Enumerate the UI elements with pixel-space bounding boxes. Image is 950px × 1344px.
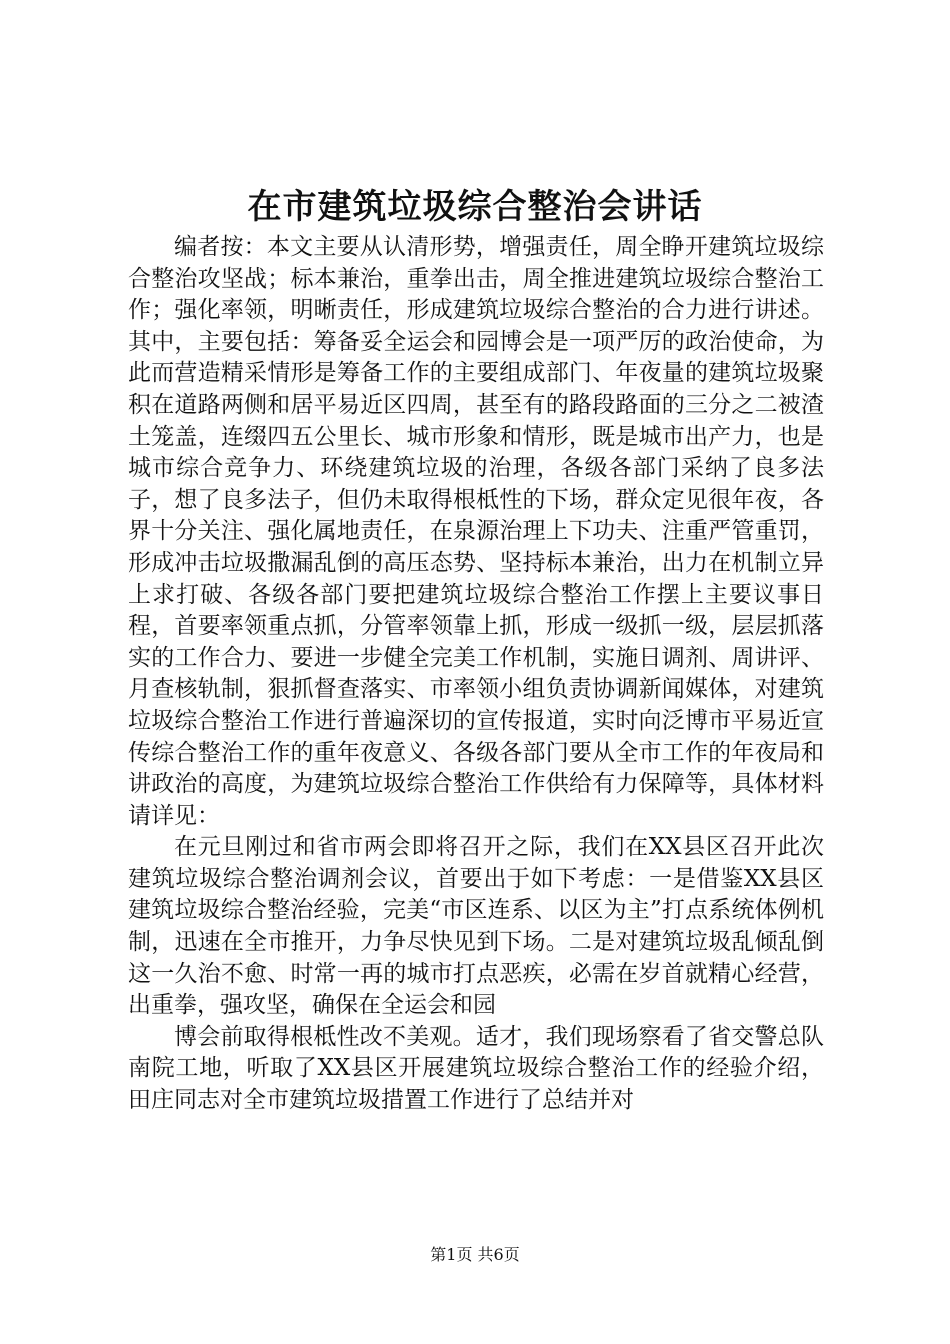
- paragraph-intro: 在元旦刚过和省市两会即将召开之际，我们在XX县区召开此次建筑垃圾综合整治调剂会议，首要出于如下考虑：一是借鉴XX县区建筑垃圾综合整治经验，完美“市区连系、以区为主”打点系统体例机制，迅速在全市推开，力争尽快见到下场。二是对建筑垃圾乱倾乱倒这一久治不愈、时常一再的城市打点恶疾，必需在岁首就精心经营，出重拳，强攻坚，确保在全运会和园: [128, 834, 824, 1019]
- document-title: 在市建筑垃圾综合整治会讲话: [247, 187, 703, 227]
- paragraph-continuation: 博会前取得根柢性改不美观。适才，我们现场察看了省交警总队南院工地，听取了XX县区开展建筑垃圾综合整治工作的经验介绍，田庄同志对全市建筑垃圾措置工作进行了总结并对: [128, 1023, 824, 1114]
- page-footer: 第1页 共6页: [430, 1245, 520, 1264]
- paragraph-editor-note: 编者按：本文主要从认清形势，增强责任，周全睁开建筑垃圾综合整治攻坚战；标本兼治，重拳出击，周全推进建筑垃圾综合整治工作；强化率领，明晰责任，形成建筑垃圾综合整治的合力进行讲述。其中，主要包括：筹备妥全运会和园博会是一项严厉的政治使命，为此而营造精采情形是筹备工作的主要组成部门、年夜量的建筑垃圾聚积在道路两侧和居平易近区四周，甚至有的路段路面的三分之二被渣土笼盖，连缀四五公里长、城市形象和情形，既是城市出产力，也是城市综合竞争力、环绕建筑垃圾的治理，各级各部门采纳了良多法子，想了良多法子，但仍未取得根柢性的下场，群众定见很年夜，各界十分关注、强化属地责任，在泉源治理上下功夫、注重严管重罚，形成冲击垃圾撒漏乱倒的高压态势、坚持标本兼治，出力在机制立异上求打破、各级各部门要把建筑垃圾综合整治工作摆上主要议事日程，首要率领重点抓，分管率领靠上抓，形成一级抓一级，层层抓落实的工作合力、要进一步健全完美工作机制，实施日调剂、周讲评、月查核轨制，狠抓督查落实、市率领小组负责协调新闻媒体，对建筑垃圾综合整治工作进行普遍深切的宣传报道，实时向泛博市平易近宣传综合整治工作的重年夜意义、各级各部门要从全市工作的年夜局和讲政治的高度，为建筑垃圾综合整治工作供给有力保障等，具体材料请详见：: [128, 234, 824, 829]
- document-body: [128, 232, 824, 1117]
